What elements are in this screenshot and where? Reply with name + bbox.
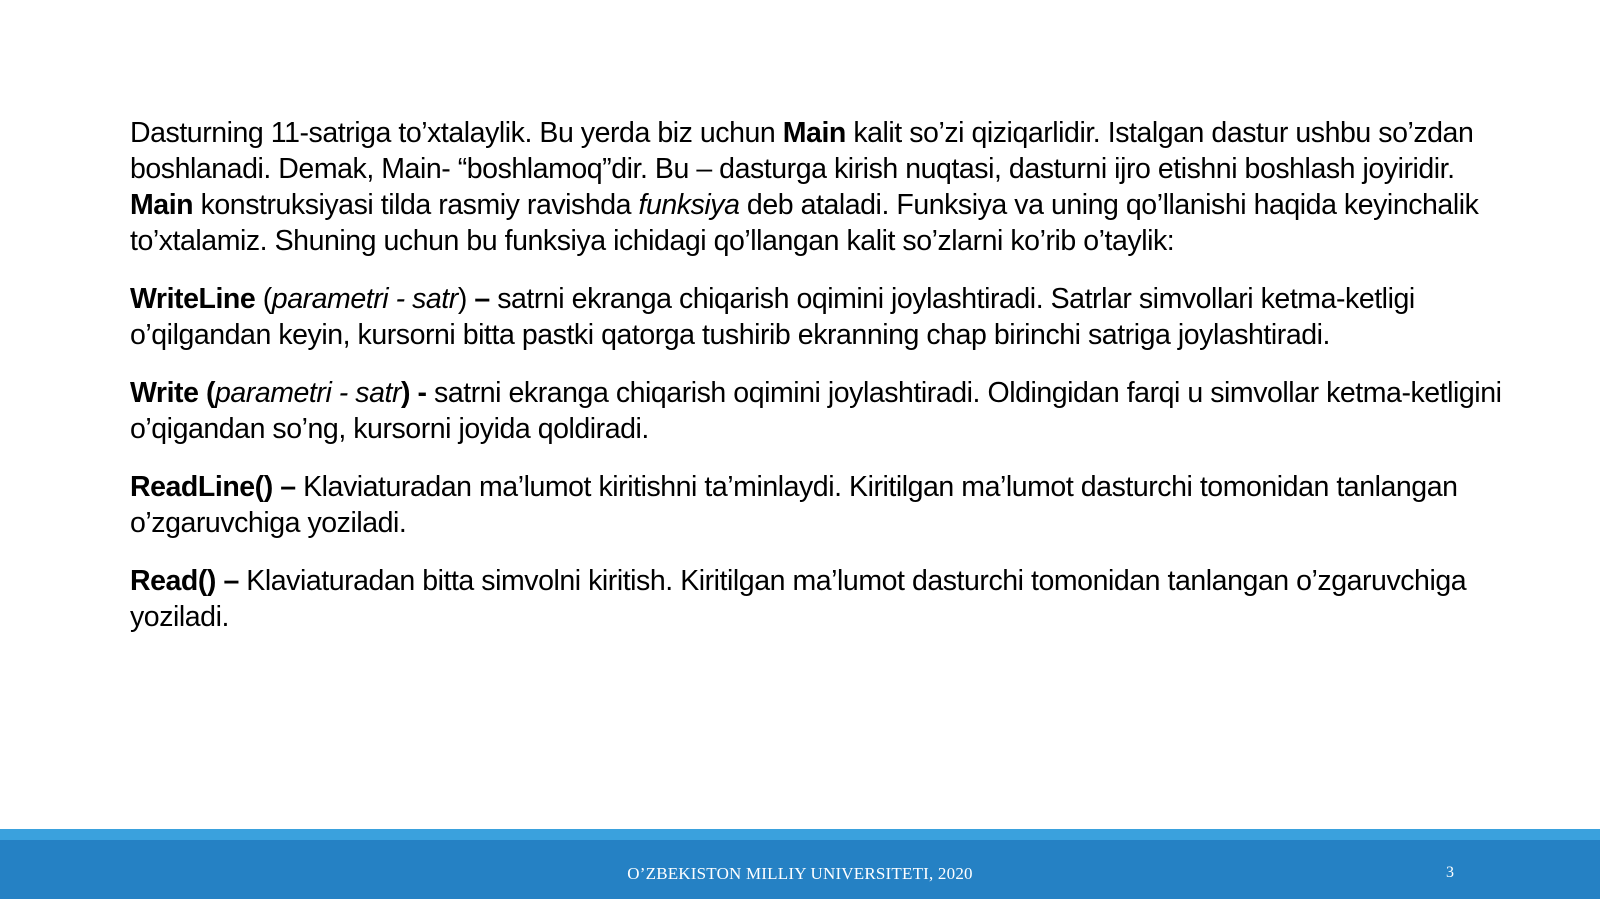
text-span: kalit so’zi qiziqarlidir. Istalgan dastur ushbu so’zdan boshlanadi. Demak, Main- “boshlamoq”dir. Bu – dasturga kirish nuqtasi, dasturni ijro etishni boshlash joyiridir. [130,117,1474,185]
footer-title: O’ZBEKISTON MILLIY UNIVERSITETI, 2020 [627,864,973,883]
text-span: Klaviaturadan bitta simvolni kiritish. Kiritilgan ma’lumot dasturchi tomonidan tanlangan o’zgaruvchiga yoziladi. [130,565,1467,633]
keyword-read: Read() – [130,565,239,597]
text-span: deb ataladi. Funksiya va uning qo’llanishi haqida keyinchalik to’xtalamiz. Shuning uchun bu funksiya ichidagi qo’llangan kalit so’zlarni ko’rib o’taylik: [130,189,1479,257]
term-funksiya: funksiya [638,189,740,221]
paragraph-writeline [130,281,1525,353]
param-text: parametri - satr [271,283,458,315]
text-span: konstruksiyasi tilda rasmiy ravishda [193,189,639,221]
text-span: satrni ekranga chiqarish oqimini joylashtiradi. Oldingidan farqi u simvollar ketma-ketligini o’qigandan so’ng, kursorni joyida qoldiradi. [130,377,1502,445]
dash: – [474,283,490,315]
slide-body [130,115,1525,657]
page-number: 3 [1446,864,1454,881]
keyword-readline: ReadLine() – [130,471,296,503]
paragraph-write [130,375,1525,447]
keyword-close: ) - [401,377,427,409]
footer-stripe [0,829,1600,840]
text-span: Dasturning 11-satriga to’xtalaylik. Bu yerda biz uchun [130,117,783,149]
text-span: ( [255,283,272,315]
text-span: satrni ekranga chiqarish oqimini joylashtiradi. Satrlar simvollari ketma-ketligi o’qilgandan keyin, kursorni bitta pastki qatorga tushirib ekranning chap birinchi satriga joylashtiradi. [130,283,1415,351]
keyword-write: Write ( [130,377,215,409]
paragraph-main-intro [130,115,1525,259]
param-text: parametri - satr [215,377,402,409]
paragraph-read [130,563,1525,635]
text-span: ) [457,283,475,315]
text-span: Klaviaturadan ma’lumot kiritishni ta’minlaydi. Kiritilgan ma’lumot dasturchi tomonidan tanlangan o’zgaruvchiga yoziladi. [130,471,1458,539]
keyword-main: Main [130,189,194,221]
paragraph-readline [130,469,1525,541]
keyword-main: Main [782,117,846,149]
keyword-writeline: WriteLine [130,283,256,315]
